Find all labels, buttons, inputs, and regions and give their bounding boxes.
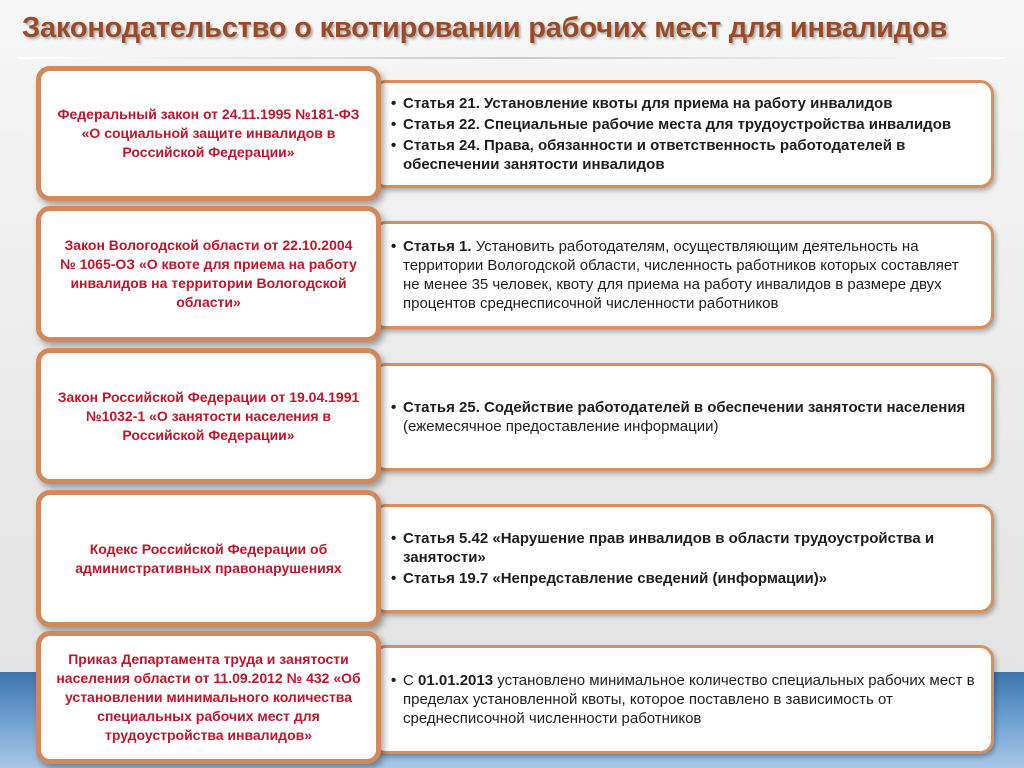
law-title: Приказ Департамента труда и занятости населения области от 11.09.2012 № 432 «Об установлении минимального количества специальных рабочих мест для трудоустройства инвалидов» — [56, 651, 361, 743]
title-divider — [18, 57, 1004, 59]
article-item: • Статья 21. Установление квоты для приема на работу инвалидов — [403, 94, 977, 113]
articles-box-3 — [372, 363, 994, 471]
law-title: Закон Вологодской области от 22.10.2004 № 1065-ОЗ «О квоте для приема на работу инвалидов на территории Вологодской области» — [60, 237, 357, 310]
slide-title: Законодательство о квотировании рабочих мест для инвалидов — [22, 12, 948, 44]
article-item: • С 01.01.2013 установлено минимальное количество специальных рабочих мест в пределах установленной квоты, которое поставлено в зависимость от среднесписочной численности работников — [403, 671, 977, 728]
law-title: Закон Российской Федерации от 19.04.1991 №1032-1 «О занятости населения в Российской Федерации» — [57, 388, 360, 443]
article-item: • Статья 1. Установить работодателям, осуществляющим деятельность на территории Вологодской области, численность работников которых составляет не менее 35 человек, квоту для приема на работу инвалидов в размере двух процентов среднесписочной численности работников — [403, 237, 977, 313]
article-item: • Статья 5.42 «Нарушение прав инвалидов в области трудоустройства и занятости» — [403, 529, 977, 567]
articles-box-2 — [372, 221, 994, 329]
law-box-5 — [36, 631, 381, 764]
law-box-1 — [36, 66, 381, 201]
articles-box-5 — [372, 645, 994, 754]
law-box-3 — [36, 348, 381, 484]
article-item: • Статья 24. Права, обязанности и ответственность работодателей в обеспечении занятости инвалидов — [403, 136, 977, 174]
article-item: • Статья 19.7 «Непредставление сведений (информации)» — [403, 569, 977, 588]
law-box-2 — [36, 206, 381, 342]
law-title: Кодекс Российской Федерации об административных правонарушениях — [75, 540, 342, 576]
articles-box-4 — [372, 504, 994, 613]
law-box-4 — [36, 490, 381, 627]
article-item: • Статья 25. Содействие работодателей в обеспечении занятости населения (ежемесячное предоставление информации) — [403, 398, 977, 436]
law-title: Федеральный закон от 24.11.1995 №181-ФЗ «О социальной защите инвалидов в Российской Федерации» — [57, 106, 360, 160]
article-item: • Статья 22. Специальные рабочие места для трудоустройства инвалидов — [403, 115, 977, 134]
articles-box-1 — [372, 80, 994, 188]
